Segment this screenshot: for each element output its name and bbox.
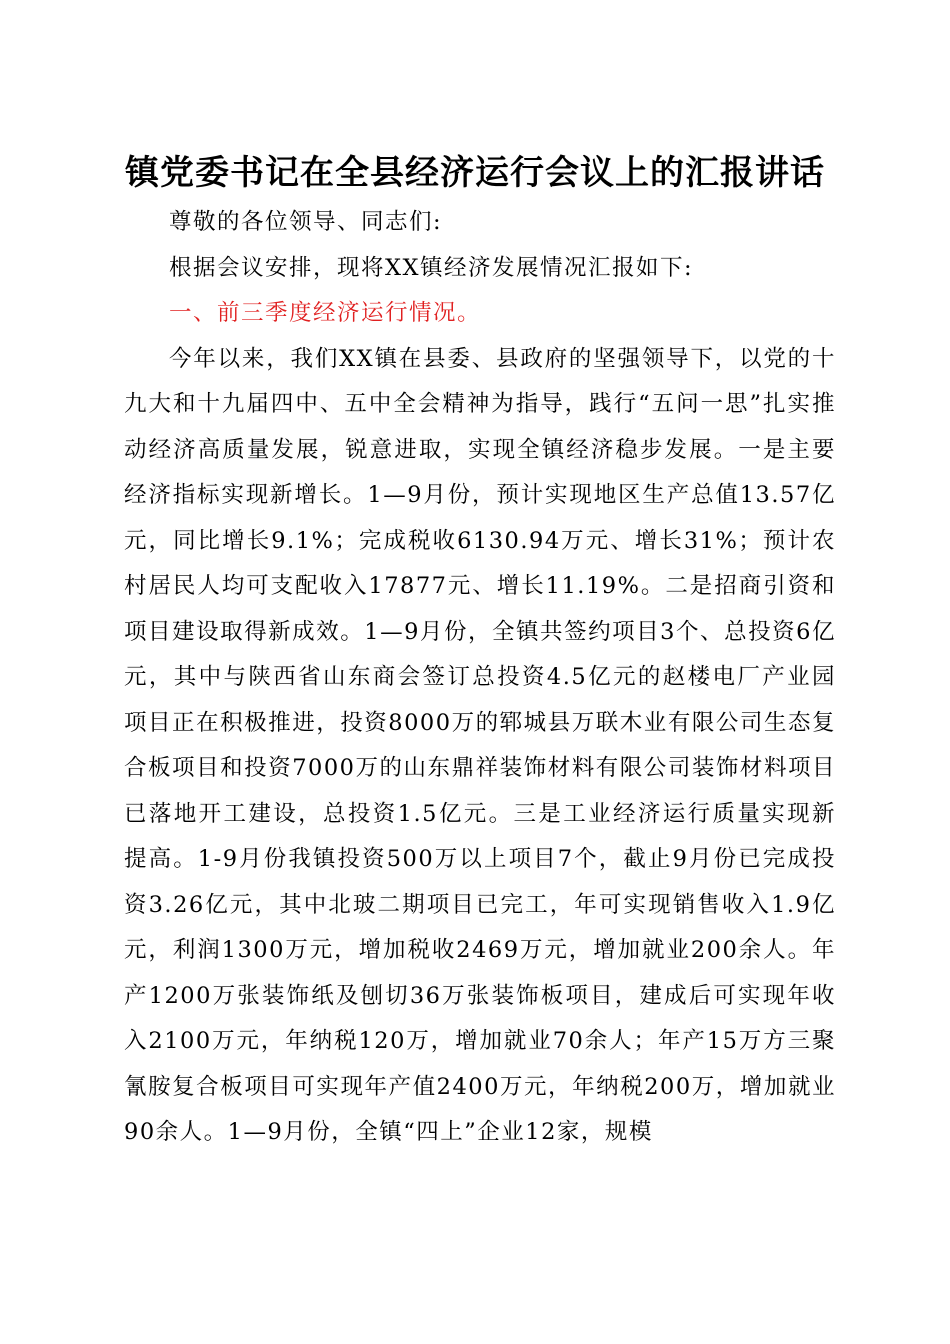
intro-paragraph: 根据会议安排，现将XX镇经济发展情况汇报如下: [169, 254, 694, 281]
document-title: 镇党委书记在全县经济运行会议上的汇报讲话 [125, 153, 825, 193]
section-heading: 一、前三季度经济运行情况。 [169, 300, 482, 326]
salutation: 尊敬的各位领导、同志们: [169, 209, 443, 235]
document-body [124, 200, 836, 1156]
body-paragraph: 今年以来，我们XX镇在县委、县政府的坚强领导下，以党的十九大和十九届四中、五中全会精神为指导，践行“五问一思”扎实推动经济高质量发展，锐意进取，实现全镇经济稳步发展。一是主要经济指标实现新增长。1—9月份，预计实现地区生产总值13.57亿元，同比增长9.1%；完成税收6130.94万元、增长31%；预计农村居民人均可支配收入17877元、增长11.19%。二是招商引资和项目建设取得新成效。1—9月份，全镇共签约项目3个、总投资6亿元，其中与陕西省山东商会签订总投资4.5亿元的赵楼电厂产业园项目正在积极推进，投资8000万的郓城县万联木业有限公司生态复合板项目和投资7000万的山东鼎祥装饰材料有限公司装饰材料项目已落地开工建设，总投资1.5亿元。三是工业经济运行质量实现新提高。1-9月份我镇投资500万以上项目7个，截止9月份已完成投资3.26亿元，其中北玻二期项目已完工，年可实现销售收入1.9亿元，利润1300万元，增加税收2469万元，增加就业200余人。年产1200万张装饰纸及刨切36万张装饰板项目，建成后可实现年收入2100万元，年纳税120万，增加就业70余人；年产15万方三聚氰胺复合板项目可实现年产值2400万元，年纳税200万，增加就业90余人。1—9月份，全镇“四上”企业12家，规模 [124, 345, 836, 1145]
